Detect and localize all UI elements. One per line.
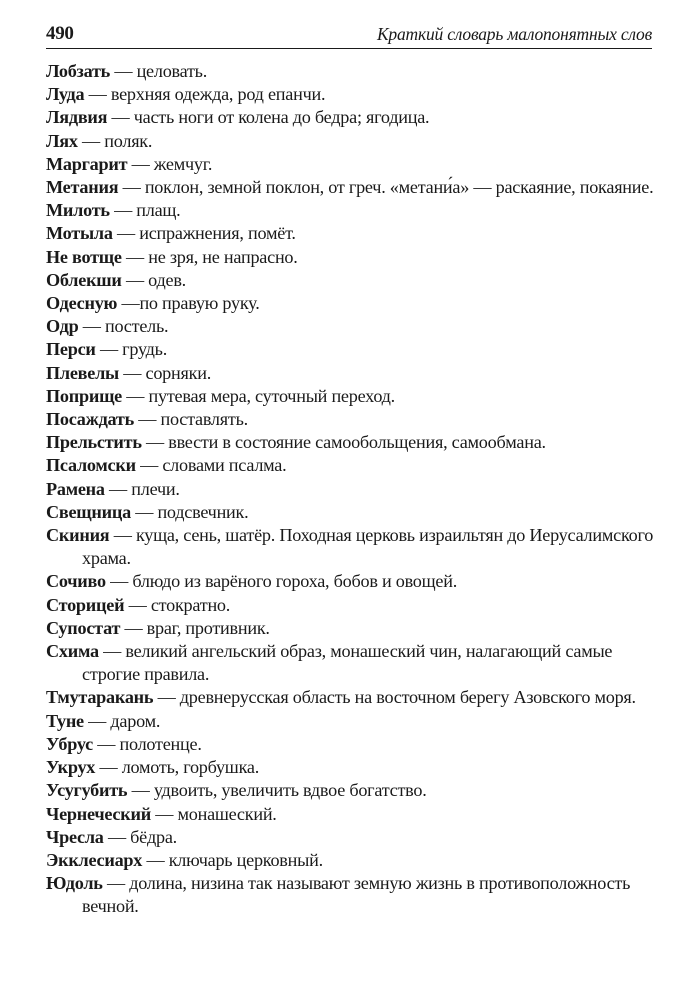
glossary-entry (46, 640, 654, 686)
glossary-entry (46, 617, 654, 640)
glossary-term: Скиния (46, 525, 110, 546)
glossary-entry (46, 153, 654, 176)
glossary-definition: — ввести в состояние самообольщения, самообмана. (141, 432, 546, 453)
glossary-definition: — блюдо из варёного гороха, бобов и овощей. (105, 571, 458, 592)
glossary-term: Чернеческий (46, 803, 151, 824)
glossary-entry (46, 501, 654, 524)
glossary-term: Метания (46, 177, 119, 198)
glossary-term: Чресла (46, 826, 104, 847)
glossary-entry (46, 710, 654, 733)
glossary-definition: — враг, противник. (120, 617, 270, 638)
glossary-entry (46, 570, 654, 593)
glossary-entry (46, 60, 654, 83)
glossary-definition: — ключарь церковный. (142, 849, 323, 870)
glossary-term: Схима (46, 641, 99, 662)
glossary-definition: — даром. (83, 710, 161, 731)
glossary-entry (46, 222, 654, 245)
glossary-definition: — не зря, не напрасно. (121, 246, 298, 267)
glossary-definition: —по правую руку. (117, 293, 260, 314)
glossary-term: Убрус (46, 733, 93, 754)
glossary-definition: — плечи. (104, 478, 180, 499)
glossary-entry (46, 431, 654, 454)
glossary-term: Мотыла (46, 223, 113, 244)
glossary-term: Посаждать (46, 409, 134, 430)
glossary-term: Перси (46, 339, 96, 360)
glossary-term: Юдоль (46, 873, 103, 894)
glossary-term: Усугубить (46, 780, 128, 801)
glossary-entry (46, 803, 654, 826)
glossary-entry (46, 315, 654, 338)
glossary-term: Сочиво (46, 571, 106, 592)
glossary-term: Милоть (46, 200, 110, 221)
glossary-definition: — куща, сень, шатёр. Походная церковь израильтян до Иерусалимского храма. (82, 525, 654, 569)
glossary-entry (46, 478, 654, 501)
glossary-term: Плевелы (46, 362, 119, 383)
glossary-definition: — поставлять. (133, 409, 248, 430)
glossary-term: Тмутаракань (46, 687, 154, 708)
glossary-term: Не вотще (46, 246, 122, 267)
glossary-term: Супостат (46, 617, 121, 638)
glossary-definition: — поляк. (77, 130, 153, 151)
glossary-definition: — верхняя одежда, род епанчи. (84, 84, 326, 105)
glossary-term: Поприще (46, 385, 122, 406)
glossary-definition: — удвоить, увеличить вдвое богатство. (127, 780, 427, 801)
glossary-entry (46, 246, 654, 269)
glossary-definition: — бёдра. (103, 826, 177, 847)
glossary-definition: — путевая мера, суточный переход. (122, 385, 395, 406)
glossary-term: Лобзать (46, 61, 111, 81)
glossary-definition: — жемчуг. (127, 153, 213, 174)
glossary-definition: — подсвечник. (130, 501, 249, 522)
glossary-definition: — плащ. (109, 200, 181, 221)
glossary-definition: — монашеский. (150, 803, 277, 824)
glossary-entry (46, 779, 654, 802)
glossary-entry (46, 362, 654, 385)
glossary-term: Лях (46, 130, 78, 151)
glossary-entry (46, 83, 654, 106)
glossary-list (46, 60, 654, 919)
glossary-entry (46, 594, 654, 617)
glossary-entry (46, 199, 654, 222)
glossary-entry (46, 826, 654, 849)
glossary-definition: — сорняки. (118, 362, 211, 383)
glossary-entry (46, 338, 654, 361)
glossary-term: Лядвия (46, 107, 108, 128)
glossary-definition: — одев. (121, 269, 186, 290)
glossary-entry (46, 454, 654, 477)
glossary-definition: — словами псалма. (135, 455, 287, 476)
glossary-entry (46, 269, 654, 292)
glossary-definition: — полотенце. (92, 733, 202, 754)
glossary-entry (46, 524, 654, 570)
glossary-definition: — поклон, земной поклон, от греч. «метани́а» — раскаяние, покаяние. (118, 177, 654, 198)
glossary-entry (46, 756, 654, 779)
glossary-definition: — грудь. (95, 339, 168, 360)
running-header (46, 22, 652, 49)
glossary-term: Укрух (46, 757, 96, 778)
glossary-term: Прельстить (46, 432, 142, 453)
glossary-term: Экклесиарх (46, 849, 143, 870)
glossary-term: Одр (46, 316, 79, 337)
running-title: Краткий словарь малопонятных слов (377, 24, 652, 44)
glossary-definition: — ломоть, горбушка. (95, 757, 259, 778)
page-number: 490 (46, 23, 74, 44)
glossary-entry (46, 849, 654, 872)
glossary-definition: — испражнения, помёт. (112, 223, 296, 244)
glossary-entry (46, 733, 654, 756)
glossary-definition: — постель. (78, 316, 169, 337)
glossary-entry (46, 176, 654, 199)
glossary-definition: — великий ангельский образ, монашеский чин, налагающий самые строгие правила. (82, 641, 613, 685)
glossary-definition: — долина, низина так называют земную жизнь в противоположность вечной. (82, 873, 631, 917)
glossary-definition: — древнерусская область на восточном берегу Азовского моря. (153, 687, 636, 708)
glossary-term: Сторицей (46, 594, 125, 615)
glossary-definition: — стократно. (124, 594, 231, 615)
glossary-term: Облекши (46, 269, 122, 290)
glossary-term: Свещница (46, 501, 131, 522)
glossary-definition: — часть ноги от колена до бедра; ягодица. (107, 107, 430, 128)
glossary-entry (46, 408, 654, 431)
glossary-term: Маргарит (46, 153, 128, 174)
glossary-term: Псаломски (46, 455, 136, 476)
glossary-entry (46, 292, 654, 315)
glossary-definition: — целовать. (110, 61, 208, 81)
glossary-entry (46, 106, 654, 129)
glossary-entry (46, 130, 654, 153)
glossary-term: Рамена (46, 478, 105, 499)
glossary-term: Луда (46, 84, 85, 105)
glossary-entry (46, 385, 654, 408)
glossary-entry (46, 686, 654, 709)
glossary-entry (46, 872, 654, 918)
glossary-term: Одесную (46, 293, 118, 314)
glossary-term: Туне (46, 710, 84, 731)
